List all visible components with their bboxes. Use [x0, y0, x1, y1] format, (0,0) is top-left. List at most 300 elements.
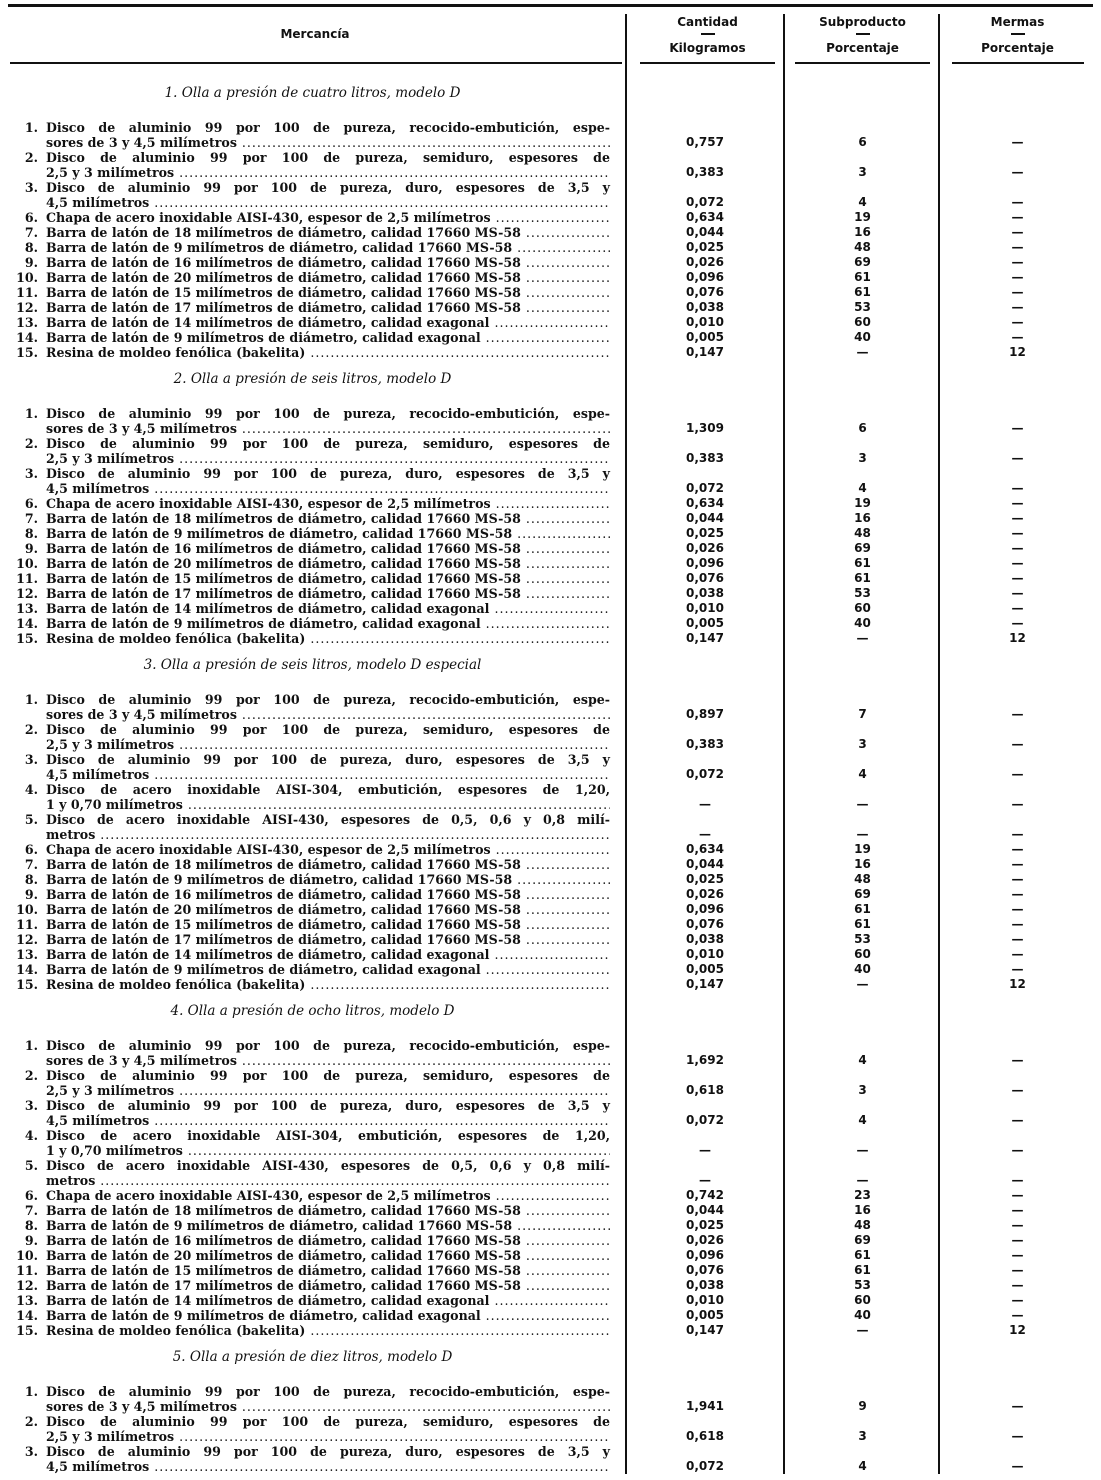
header-cantidad: Cantidad Kilogramos	[669, 15, 746, 55]
mermas-pct: —	[1011, 225, 1024, 239]
table-row	[0, 1323, 1101, 1338]
item-description	[46, 1293, 610, 1308]
mermas-pct: —	[1011, 1293, 1024, 1307]
table-row	[0, 1414, 1101, 1444]
subproducto-pct: 19	[854, 210, 871, 224]
subproducto-pct: 6	[858, 135, 867, 149]
subproducto-pct: 48	[854, 872, 871, 886]
subproducto-pct: 40	[854, 330, 871, 344]
description-line: Barra de latón de 20 milímetros de diámetro, calidad 17660 MS-58 .....	[46, 270, 610, 285]
description-line: Barra de latón de 17 milímetros de diámetro, calidad 17660 MS-58 .....	[46, 1278, 610, 1293]
description-line: Disco de aluminio 99 por 100 de pureza, duro, espesores de 3,5 y	[46, 466, 610, 481]
table-row	[0, 210, 1101, 225]
item-number: 2.	[24, 722, 38, 737]
header-rule	[640, 62, 775, 64]
item-description	[46, 692, 610, 722]
mermas-pct: —	[1011, 541, 1024, 555]
subproducto-pct: 40	[854, 962, 871, 976]
mermas-pct: —	[1011, 255, 1024, 269]
mermas-pct: —	[1011, 601, 1024, 615]
item-number: 10.	[16, 556, 38, 571]
cantidad-kg: 0,076	[686, 571, 724, 585]
description-line: Resina de moldeo fenólica (bakelita) .....	[46, 631, 610, 646]
table-row	[0, 932, 1101, 947]
description-line: Barra de latón de 9 milímetros de diámetro, calidad exagonal .....	[46, 330, 610, 345]
subproducto-pct: —	[856, 1323, 869, 1337]
description-line: Disco de aluminio 99 por 100 de pureza, recocido-embutición, espe-	[46, 120, 610, 135]
cantidad-kg: 0,076	[686, 285, 724, 299]
section-gap	[0, 1474, 1101, 1480]
item-description	[46, 842, 610, 857]
cantidad-kg: 0,076	[686, 1263, 724, 1277]
mermas-pct: —	[1011, 1308, 1024, 1322]
table-row	[0, 1308, 1101, 1323]
description-line: Barra de latón de 17 milímetros de diámetro, calidad 17660 MS-58 .....	[46, 300, 610, 315]
mermas-pct: —	[1011, 1218, 1024, 1232]
item-number: 6.	[24, 210, 38, 225]
description-line: Disco de aluminio 99 por 100 de pureza, semiduro, espesores de	[46, 1414, 610, 1429]
mermas-pct: —	[1011, 421, 1024, 435]
item-number: 10.	[16, 902, 38, 917]
item-number: 5.	[24, 812, 38, 827]
description-line: Barra de latón de 16 milímetros de diámetro, calidad 17660 MS-58 .....	[46, 1233, 610, 1248]
item-number: 12.	[16, 300, 38, 315]
header-rule	[952, 62, 1084, 64]
subproducto-pct: 4	[858, 1113, 867, 1127]
item-description	[46, 300, 610, 315]
description-line: Barra de latón de 14 milímetros de diámetro, calidad exagonal .....	[46, 315, 610, 330]
subproducto-pct: 53	[854, 932, 871, 946]
cantidad-kg: 0,634	[686, 496, 724, 510]
subproducto-pct: 69	[854, 887, 871, 901]
cantidad-kg: 0,005	[686, 616, 724, 630]
item-number: 9.	[24, 541, 38, 556]
item-description	[46, 1068, 610, 1098]
item-number: 10.	[16, 270, 38, 285]
subproducto-pct: 3	[858, 737, 867, 751]
item-number: 2.	[24, 436, 38, 451]
subproducto-pct: 61	[854, 571, 871, 585]
description-line: Disco de aluminio 99 por 100 de pureza, duro, espesores de 3,5 y	[46, 1444, 610, 1459]
mermas-pct: —	[1011, 707, 1024, 721]
table-row	[0, 300, 1101, 315]
mermas-pct: —	[1011, 586, 1024, 600]
description-line: Barra de latón de 15 milímetros de diámetro, calidad 17660 MS-58 .....	[46, 1263, 610, 1278]
subproducto-pct: 60	[854, 601, 871, 615]
item-number: 6.	[24, 496, 38, 511]
description-line: 2,5 y 3 milímetros .....	[46, 451, 610, 466]
item-number: 9.	[24, 1233, 38, 1248]
description-line: sores de 3 y 4,5 milímetros .....	[46, 707, 610, 722]
cantidad-kg: 0,026	[686, 255, 724, 269]
cantidad-kg: 0,096	[686, 902, 724, 916]
cantidad-kg: 0,025	[686, 526, 724, 540]
table-row	[0, 466, 1101, 496]
cantidad-kg: —	[699, 1143, 711, 1157]
table-row	[0, 496, 1101, 511]
mermas-pct: —	[1011, 481, 1024, 495]
cantidad-kg: 0,634	[686, 842, 724, 856]
section-heading	[0, 1344, 1101, 1384]
cantidad-kg: 0,072	[686, 1459, 724, 1473]
cantidad-kg: 0,010	[686, 1293, 724, 1307]
description-line: Disco de acero inoxidable AISI-430, espesores de 0,5, 0,6 y 0,8 milí-	[46, 1158, 610, 1173]
cantidad-kg: 0,096	[686, 270, 724, 284]
table-row	[0, 406, 1101, 436]
item-number: 13.	[16, 1293, 38, 1308]
mermas-pct: —	[1011, 842, 1024, 856]
item-description	[46, 1128, 610, 1158]
cantidad-kg: 0,005	[686, 330, 724, 344]
subproducto-pct: 3	[858, 1083, 867, 1097]
item-description	[46, 526, 610, 541]
table-row	[0, 511, 1101, 526]
table-row	[0, 812, 1101, 842]
subproducto-pct: 61	[854, 902, 871, 916]
description-line: Disco de acero inoxidable AISI-304, embutición, espesores de 1,20,	[46, 782, 610, 797]
item-number: 13.	[16, 315, 38, 330]
table-row	[0, 225, 1101, 240]
mermas-pct: 12	[1009, 977, 1026, 991]
cantidad-kg: 0,742	[686, 1188, 724, 1202]
description-line: Barra de latón de 9 milímetros de diámetro, calidad 17660 MS-58 .....	[46, 526, 610, 541]
subproducto-pct: 40	[854, 1308, 871, 1322]
cantidad-kg: 0,634	[686, 210, 724, 224]
description-line: Barra de latón de 18 milímetros de diámetro, calidad 17660 MS-58 .....	[46, 225, 610, 240]
mermas-pct: —	[1011, 300, 1024, 314]
subproducto-pct: 16	[854, 511, 871, 525]
mermas-pct: —	[1011, 1143, 1024, 1157]
cantidad-kg: 0,025	[686, 1218, 724, 1232]
item-description	[46, 270, 610, 285]
item-number: 11.	[16, 917, 38, 932]
mermas-pct: —	[1011, 270, 1024, 284]
mermas-pct: —	[1011, 451, 1024, 465]
description-line: Barra de latón de 15 milímetros de diámetro, calidad 17660 MS-58 .....	[46, 285, 610, 300]
item-description	[46, 1308, 610, 1323]
item-number: 15.	[16, 631, 38, 646]
item-description	[46, 466, 610, 496]
item-number: 6.	[24, 842, 38, 857]
table-row	[0, 947, 1101, 962]
item-number: 7.	[24, 225, 38, 240]
cantidad-kg: 0,010	[686, 601, 724, 615]
table-row	[0, 887, 1101, 902]
subproducto-pct: 16	[854, 1203, 871, 1217]
item-number: 12.	[16, 932, 38, 947]
table-row	[0, 1384, 1101, 1414]
cantidad-kg: 0,005	[686, 1308, 724, 1322]
cantidad-kg: —	[699, 827, 711, 841]
mermas-pct: —	[1011, 947, 1024, 961]
section-heading	[0, 998, 1101, 1038]
mermas-pct: —	[1011, 330, 1024, 344]
mermas-pct: —	[1011, 496, 1024, 510]
subproducto-pct: —	[856, 1173, 869, 1187]
item-description	[46, 496, 610, 511]
item-number: 1.	[24, 406, 38, 421]
item-description	[46, 1414, 610, 1444]
description-line: Barra de latón de 16 milímetros de diámetro, calidad 17660 MS-58 .....	[46, 887, 610, 902]
subproducto-pct: 48	[854, 240, 871, 254]
description-line: Barra de latón de 9 milímetros de diámetro, calidad exagonal .....	[46, 1308, 610, 1323]
table-row	[0, 692, 1101, 722]
subproducto-pct: 61	[854, 1263, 871, 1277]
item-number: 1.	[24, 1384, 38, 1399]
item-description	[46, 180, 610, 210]
mermas-pct: —	[1011, 1248, 1024, 1262]
subproducto-pct: —	[856, 1143, 869, 1157]
item-description	[46, 150, 610, 180]
mermas-pct: —	[1011, 1188, 1024, 1202]
item-description	[46, 1278, 610, 1293]
item-number: 15.	[16, 1323, 38, 1338]
item-description	[46, 812, 610, 842]
item-number: 2.	[24, 150, 38, 165]
item-description	[46, 1323, 610, 1338]
item-number: 10.	[16, 1248, 38, 1263]
item-number: 3.	[24, 1098, 38, 1113]
item-description	[46, 616, 610, 631]
cantidad-kg: 0,072	[686, 195, 724, 209]
description-line: Disco de aluminio 99 por 100 de pureza, recocido-embutición, espe-	[46, 406, 610, 421]
cantidad-kg: 1,941	[686, 1399, 724, 1413]
description-line: Disco de aluminio 99 por 100 de pureza, duro, espesores de 3,5 y	[46, 752, 610, 767]
description-line: 4,5 milímetros .....	[46, 1113, 610, 1128]
description-line: 1 y 0,70 milímetros .....	[46, 797, 610, 812]
table-row	[0, 526, 1101, 541]
item-description	[46, 1444, 610, 1474]
description-line: Barra de latón de 14 milímetros de diámetro, calidad exagonal .....	[46, 1293, 610, 1308]
mermas-pct: —	[1011, 315, 1024, 329]
item-number: 11.	[16, 1263, 38, 1278]
cantidad-kg: 0,147	[686, 1323, 724, 1337]
item-description	[46, 631, 610, 646]
description-line: Disco de aluminio 99 por 100 de pureza, duro, espesores de 3,5 y	[46, 1098, 610, 1113]
description-line: Disco de aluminio 99 por 100 de pureza, recocido-embutición, espe-	[46, 1384, 610, 1399]
item-number: 14.	[16, 616, 38, 631]
table-row	[0, 962, 1101, 977]
mermas-pct: —	[1011, 526, 1024, 540]
subproducto-pct: 53	[854, 300, 871, 314]
mermas-pct: —	[1011, 1459, 1024, 1473]
item-description	[46, 406, 610, 436]
cantidad-kg: 0,147	[686, 345, 724, 359]
item-description	[46, 240, 610, 255]
description-line: Disco de aluminio 99 por 100 de pureza, duro, espesores de 3,5 y	[46, 180, 610, 195]
table-row	[0, 1128, 1101, 1158]
section-title: 1. Olla a presión de cuatro litros, modelo D	[164, 85, 461, 101]
description-line: Disco de aluminio 99 por 100 de pureza, semiduro, espesores de	[46, 1068, 610, 1083]
mermas-pct: —	[1011, 1399, 1024, 1413]
section-heading	[0, 366, 1101, 406]
item-number: 1.	[24, 120, 38, 135]
subproducto-pct: 16	[854, 225, 871, 239]
mermas-pct: —	[1011, 165, 1024, 179]
item-description	[46, 601, 610, 616]
description-line: Disco de aluminio 99 por 100 de pureza, semiduro, espesores de	[46, 150, 610, 165]
description-line: Barra de latón de 18 milímetros de diámetro, calidad 17660 MS-58 .....	[46, 1203, 610, 1218]
item-number: 2.	[24, 1414, 38, 1429]
cantidad-kg: 0,383	[686, 451, 724, 465]
table-row	[0, 270, 1101, 285]
cantidad-kg: 0,072	[686, 481, 724, 495]
cantidad-kg: 0,025	[686, 872, 724, 886]
item-description	[46, 345, 610, 360]
item-description	[46, 120, 610, 150]
cantidad-kg: 0,026	[686, 887, 724, 901]
item-description	[46, 1384, 610, 1414]
description-line: Resina de moldeo fenólica (bakelita) .....	[46, 1323, 610, 1338]
subproducto-pct: 23	[854, 1188, 871, 1202]
table-row	[0, 1098, 1101, 1128]
mermas-pct: —	[1011, 797, 1024, 811]
table-row	[0, 150, 1101, 180]
item-number: 5.	[24, 1158, 38, 1173]
cantidad-kg: —	[699, 797, 711, 811]
table-row	[0, 1158, 1101, 1188]
mermas-pct: —	[1011, 616, 1024, 630]
header-rule	[795, 62, 930, 64]
cantidad-kg: 0,038	[686, 586, 724, 600]
cantidad-kg: 0,147	[686, 977, 724, 991]
subproducto-pct: —	[856, 827, 869, 841]
table-row	[0, 1068, 1101, 1098]
subproducto-pct: 61	[854, 285, 871, 299]
subproducto-pct: 4	[858, 1053, 867, 1067]
item-number: 3.	[24, 1444, 38, 1459]
table-row	[0, 857, 1101, 872]
cantidad-kg: 0,038	[686, 300, 724, 314]
item-description	[46, 315, 610, 330]
subproducto-pct: 9	[858, 1399, 867, 1413]
mermas-pct: —	[1011, 210, 1024, 224]
section-title: 4. Olla a presión de ocho litros, modelo D	[170, 1003, 455, 1019]
mermas-pct: —	[1011, 1173, 1024, 1187]
table-row	[0, 1444, 1101, 1474]
description-line: Barra de latón de 18 milímetros de diámetro, calidad 17660 MS-58 .....	[46, 857, 610, 872]
mermas-pct: —	[1011, 932, 1024, 946]
cantidad-kg: 0,005	[686, 962, 724, 976]
description-line: Barra de latón de 16 milímetros de diámetro, calidad 17660 MS-58 .....	[46, 541, 610, 556]
mermas-pct: —	[1011, 195, 1024, 209]
item-description	[46, 255, 610, 270]
item-number: 9.	[24, 887, 38, 902]
item-description	[46, 887, 610, 902]
mermas-pct: —	[1011, 1429, 1024, 1443]
cantidad-kg: 0,096	[686, 556, 724, 570]
subproducto-pct: 4	[858, 1459, 867, 1473]
section-heading	[0, 80, 1101, 120]
cantidad-kg: 0,383	[686, 165, 724, 179]
table-body	[0, 80, 1101, 1480]
item-number: 9.	[24, 255, 38, 270]
description-line: Barra de latón de 9 milímetros de diámetro, calidad exagonal .....	[46, 616, 610, 631]
description-line: Barra de latón de 20 milímetros de diámetro, calidad 17660 MS-58 .....	[46, 556, 610, 571]
item-description	[46, 541, 610, 556]
subproducto-pct: —	[856, 977, 869, 991]
table-row	[0, 842, 1101, 857]
table-row	[0, 330, 1101, 345]
subproducto-pct: 19	[854, 496, 871, 510]
mermas-pct: —	[1011, 1203, 1024, 1217]
description-line: Barra de latón de 14 milímetros de diámetro, calidad exagonal .....	[46, 947, 610, 962]
subproducto-pct: 48	[854, 1218, 871, 1232]
description-line: 1 y 0,70 milímetros .....	[46, 1143, 610, 1158]
cantidad-kg: 0,383	[686, 737, 724, 751]
item-number: 7.	[24, 511, 38, 526]
description-line: Barra de latón de 9 milímetros de diámetro, calidad 17660 MS-58 .....	[46, 1218, 610, 1233]
description-line: Barra de latón de 15 milímetros de diámetro, calidad 17660 MS-58 .....	[46, 571, 610, 586]
cantidad-kg: 1,692	[686, 1053, 724, 1067]
description-line: sores de 3 y 4,5 milímetros .....	[46, 1399, 610, 1414]
description-line: 2,5 y 3 milímetros .....	[46, 165, 610, 180]
description-line: 2,5 y 3 milímetros .....	[46, 1429, 610, 1444]
item-description	[46, 857, 610, 872]
subproducto-pct: —	[856, 797, 869, 811]
item-number: 14.	[16, 330, 38, 345]
item-number: 6.	[24, 1188, 38, 1203]
item-number: 3.	[24, 752, 38, 767]
description-line: Disco de aluminio 99 por 100 de pureza, semiduro, espesores de	[46, 722, 610, 737]
description-line: Barra de latón de 20 milímetros de diámetro, calidad 17660 MS-58 .....	[46, 1248, 610, 1263]
subproducto-pct: 3	[858, 451, 867, 465]
table-row	[0, 315, 1101, 330]
description-line: Barra de latón de 9 milímetros de diámetro, calidad 17660 MS-58 .....	[46, 872, 610, 887]
item-number: 4.	[24, 782, 38, 797]
description-line: Chapa de acero inoxidable AISI-430, espesor de 2,5 milímetros .....	[46, 496, 610, 511]
description-line: metros .....	[46, 1173, 610, 1188]
subproducto-pct: 60	[854, 315, 871, 329]
item-number: 14.	[16, 962, 38, 977]
cantidad-kg: 0,757	[686, 135, 724, 149]
section-heading	[0, 652, 1101, 692]
mermas-pct: —	[1011, 872, 1024, 886]
table-row	[0, 1233, 1101, 1248]
description-line: Chapa de acero inoxidable AISI-430, espesor de 2,5 milímetros .....	[46, 210, 610, 225]
table-row	[0, 977, 1101, 992]
mermas-pct: —	[1011, 1233, 1024, 1247]
table-row	[0, 631, 1101, 646]
cantidad-kg: 0,147	[686, 631, 724, 645]
cantidad-kg: 0,618	[686, 1429, 724, 1443]
mermas-pct: —	[1011, 1083, 1024, 1097]
section-title: 5. Olla a presión de diez litros, modelo D	[172, 1349, 453, 1365]
subproducto-pct: 61	[854, 917, 871, 931]
description-line: 4,5 milímetros .....	[46, 195, 610, 210]
description-line: 4,5 milímetros .....	[46, 481, 610, 496]
description-line: Disco de acero inoxidable AISI-430, espesores de 0,5, 0,6 y 0,8 milí-	[46, 812, 610, 827]
cantidad-kg: 0,026	[686, 541, 724, 555]
item-description	[46, 1203, 610, 1218]
cantidad-kg: 0,010	[686, 947, 724, 961]
item-number: 7.	[24, 1203, 38, 1218]
item-number: 12.	[16, 586, 38, 601]
cantidad-kg: 0,038	[686, 1278, 724, 1292]
cantidad-kg: 0,044	[686, 511, 724, 525]
description-line: Resina de moldeo fenólica (bakelita) .....	[46, 977, 610, 992]
item-number: 8.	[24, 1218, 38, 1233]
table-row	[0, 1248, 1101, 1263]
mermas-pct: —	[1011, 827, 1024, 841]
item-number: 14.	[16, 1308, 38, 1323]
item-number: 3.	[24, 466, 38, 481]
mermas-pct: —	[1011, 1278, 1024, 1292]
section-title: 3. Olla a presión de seis litros, modelo D especial	[143, 657, 482, 673]
table-row	[0, 616, 1101, 631]
subproducto-pct: 48	[854, 526, 871, 540]
subproducto-pct: 4	[858, 767, 867, 781]
